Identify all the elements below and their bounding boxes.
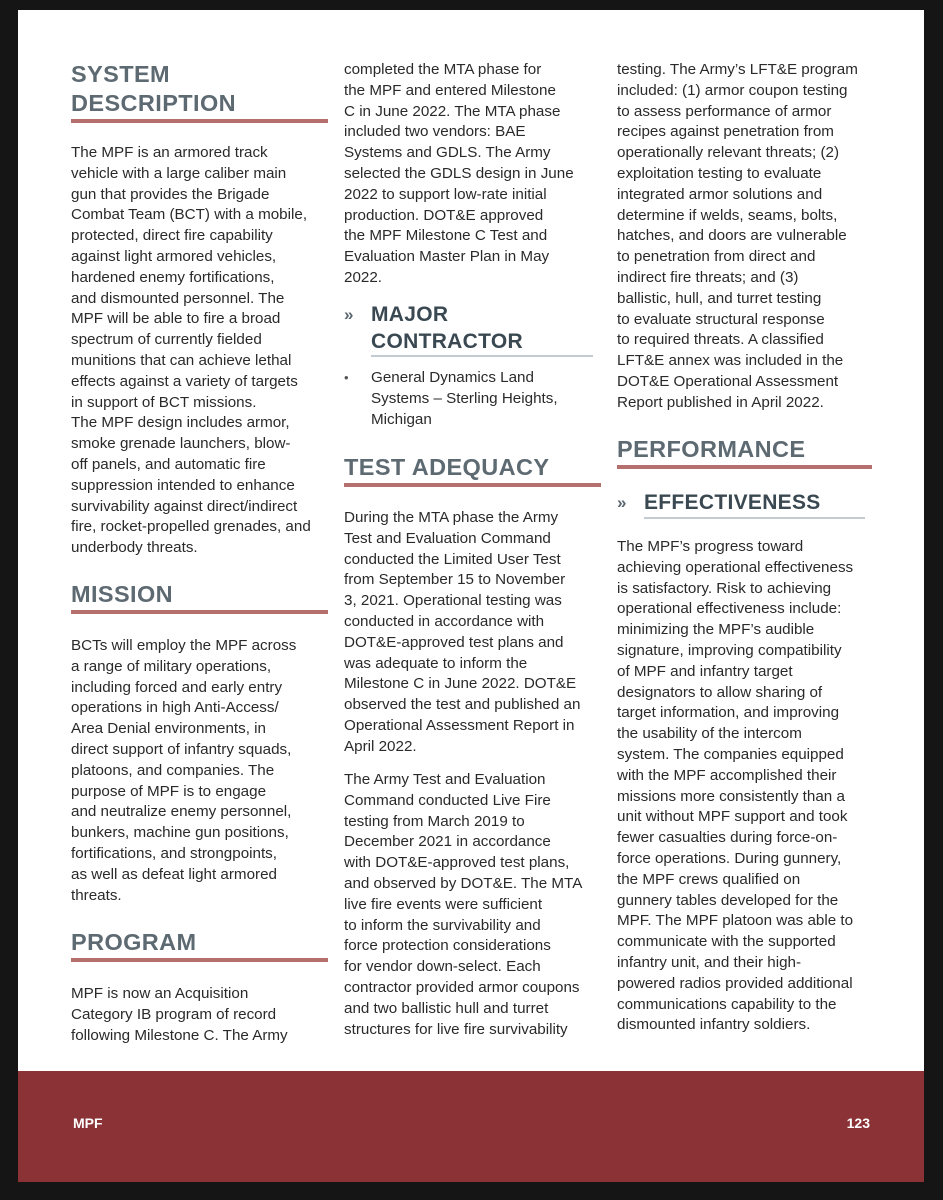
subheading-rule: [371, 355, 593, 357]
text-line: 2022.: [344, 268, 383, 286]
text-line: April 2022.: [344, 737, 417, 755]
text-line: munitions that can achieve lethal: [71, 351, 292, 369]
text-line: to assess performance of armor: [617, 102, 832, 120]
text-line: General Dynamics Land: [371, 369, 534, 386]
text-line: smoke grenade launchers, blow-: [71, 435, 291, 453]
contractor-name: [371, 368, 558, 430]
text-line: testing. The Army’s LFT&E program: [617, 61, 858, 78]
text-line: the MPF crews qualified on: [617, 870, 801, 888]
text-line: threats.: [71, 886, 122, 904]
text-line: and neutralize enemy personnel,: [71, 803, 292, 821]
text-line: Test and Evaluation Command: [344, 529, 551, 547]
text-line: is satisfactory. Risk to achieving: [617, 579, 832, 597]
text-line: operationally relevant threats; (2): [617, 144, 840, 162]
contractor-list-item: [344, 368, 602, 430]
text-line: Category IB program of record: [71, 1005, 277, 1023]
text-line: suppression intended to enhance: [71, 476, 295, 494]
text-line: Milestone C in June 2022. DOT&E: [344, 675, 577, 693]
text-line: including forced and early entry: [71, 678, 283, 696]
text-line: designators to allow sharing of: [617, 683, 823, 701]
text-line: and two ballistic hull and turret: [344, 999, 549, 1017]
text-line: protected, direct fire capability: [71, 227, 273, 245]
text-line: Area Denial environments, in: [71, 720, 267, 738]
text-line: to inform the survivability and: [344, 916, 541, 934]
text-line: selected the GDLS design in June: [344, 164, 574, 182]
text-line: system. The companies equipped: [617, 745, 844, 763]
text-line: fewer casualties during force-on-: [617, 829, 838, 847]
text-line: fortifications, and strongpoints,: [71, 844, 277, 862]
text-line: of MPF and infantry target: [617, 662, 793, 680]
test-adequacy-heading: TEST ADEQUACY: [344, 454, 550, 480]
text-line: DOT&E Operational Assessment: [617, 372, 839, 390]
text-line: as well as defeat light armored: [71, 865, 277, 883]
system-description-body: [71, 143, 329, 559]
text-line: 3, 2021. Operational testing was: [344, 592, 562, 610]
text-line: conducted the Limited User Test: [344, 550, 561, 568]
text-line: effects against a variety of targets: [71, 372, 298, 390]
text-line: minimizing the MPF’s audible: [617, 621, 815, 639]
text-line: Combat Team (BCT) with a mobile,: [71, 206, 308, 224]
text-line: Evaluation Master Plan in May: [344, 248, 550, 266]
heading-rule: [71, 119, 328, 123]
text-line: force operations. During gunnery,: [617, 849, 842, 867]
text-line: the usability of the intercom: [617, 725, 802, 743]
text-line: infantry unit, and their high-: [617, 953, 802, 971]
text-line: spectrum of currently fielded: [71, 331, 262, 349]
text-line: Report published in April 2022.: [617, 393, 824, 411]
heading-rule: [71, 610, 328, 614]
text-line: with the MPF accomplished their: [617, 766, 837, 784]
text-line: force protection considerations: [344, 937, 551, 955]
text-line: vehicle with a large caliber main: [71, 164, 287, 182]
text-line: unit without MPF support and took: [617, 808, 848, 826]
text-line: ballistic, hull, and turret testing: [617, 289, 822, 307]
text-line: recipes against penetration from: [617, 123, 834, 141]
text-line: dismounted infantry soldiers.: [617, 1016, 811, 1034]
text-line: exploitation testing to evaluate: [617, 164, 822, 182]
text-line: fire, rocket-propelled grenades, and: [71, 518, 311, 536]
text-line: and observed by DOT&E. The MTA: [344, 874, 583, 892]
text-line: observed the test and published an: [344, 696, 581, 714]
chevron-right-icon: »: [617, 493, 627, 512]
text-line: included two vendors: BAE: [344, 123, 526, 141]
text-line: production. DOT&E approved: [344, 206, 544, 224]
text-line: The Army Test and Evaluation: [344, 771, 546, 788]
text-line: to evaluate structural response: [617, 310, 825, 328]
text-line: missions more consistently than a: [617, 787, 845, 805]
test-adequacy-para1: [344, 508, 602, 758]
text-line: indirect fire threats; and (3): [617, 268, 799, 286]
text-line: The MPF design includes armor,: [71, 414, 290, 432]
text-line: operational effectiveness include:: [617, 600, 842, 618]
text-line: operations in high Anti-Access/: [71, 699, 279, 717]
text-line: DOT&E-approved test plans and: [344, 633, 564, 651]
test-adequacy-para2-part1: [344, 770, 602, 1040]
text-line: to penetration from direct and: [617, 248, 816, 266]
text-line: integrated armor solutions and: [617, 185, 823, 203]
performance-heading: PERFORMANCE: [617, 436, 806, 462]
text-line: following Milestone C. The Army: [71, 1026, 288, 1044]
heading-rule: [617, 465, 872, 469]
text-line: against light armored vehicles,: [71, 247, 277, 265]
text-line: LFT&E annex was included in the: [617, 352, 844, 370]
text-line: off panels, and automatic fire: [71, 455, 266, 473]
program-body-part2: [344, 60, 602, 289]
text-line: survivability against direct/indirect: [71, 497, 298, 515]
text-line: Operational Assessment Report in: [344, 716, 575, 734]
text-line: communications capability to the: [617, 995, 837, 1013]
bullet-icon: •: [344, 370, 349, 385]
chevron-right-icon: »: [344, 305, 354, 324]
text-line: Command conducted Live Fire: [344, 791, 551, 809]
text-line: target information, and improving: [617, 704, 840, 722]
text-line: purpose of MPF is to engage: [71, 782, 267, 800]
text-line: December 2021 in accordance: [344, 833, 551, 851]
text-line: C in June 2022. The MTA phase: [344, 102, 561, 120]
text-line: included: (1) armor coupon testing: [617, 81, 848, 99]
program-body-part1: [71, 984, 329, 1046]
text-line: Michigan: [371, 410, 432, 428]
test-adequacy-para2-part2: [617, 60, 877, 414]
text-line: gunnery tables developed for the: [617, 891, 839, 909]
text-line: hatches, and doors are vulnerable: [617, 227, 847, 245]
text-line: a range of military operations,: [71, 657, 272, 675]
text-line: communicate with the supported: [617, 933, 836, 951]
text-line: was adequate to inform the: [344, 654, 528, 672]
text-line: direct support of infantry squads,: [71, 740, 292, 758]
page-number: 123: [846, 1115, 870, 1131]
text-line: MPF will be able to fire a broad: [71, 310, 281, 328]
text-line: Systems and GDLS. The Army: [344, 144, 551, 162]
text-line: in support of BCT missions.: [71, 393, 257, 411]
heading-rule: [344, 483, 601, 487]
system-description-heading: SYSTEM DESCRIPTION: [71, 61, 236, 116]
document-page: [18, 10, 924, 1182]
text-line: platoons, and companies. The: [71, 761, 275, 779]
major-contractor-heading: » MAJOR CONTRACTOR: [344, 303, 523, 353]
effectiveness-body: [617, 537, 877, 1036]
text-line: and dismounted personnel. The: [71, 289, 285, 307]
text-line: completed the MTA phase for: [344, 61, 542, 78]
text-line: conducted in accordance with: [344, 612, 545, 630]
text-line: gun that provides the Brigade: [71, 185, 270, 203]
text-line: The MPF is an armored track: [71, 144, 268, 161]
text-line: determine if welds, seams, bolts,: [617, 206, 838, 224]
text-line: During the MTA phase the Army: [344, 509, 559, 526]
text-line: contractor provided armor coupons: [344, 978, 580, 996]
mission-heading: MISSION: [71, 581, 174, 607]
text-line: underbody threats.: [71, 539, 198, 557]
program-heading: PROGRAM: [71, 929, 197, 955]
heading-rule: [71, 958, 328, 962]
subheading-rule: [644, 517, 865, 519]
page-footer: [18, 1071, 924, 1182]
text-line: signature, improving compatibility: [617, 641, 842, 659]
text-line: achieving operational effectiveness: [617, 558, 854, 576]
text-line: Systems – Sterling Heights,: [371, 389, 558, 407]
text-line: with DOT&E-approved test plans,: [344, 854, 570, 872]
effectiveness-heading: » EFFECTIVENESS: [617, 491, 821, 514]
text-line: to required threats. A classified: [617, 331, 824, 349]
text-line: bunkers, machine gun positions,: [71, 824, 289, 842]
text-line: The MPF’s progress toward: [617, 538, 804, 555]
text-line: the MPF and entered Milestone: [344, 81, 556, 99]
text-line: for vendor down-select. Each: [344, 958, 541, 976]
footer-program-name: MPF: [73, 1115, 103, 1131]
mission-body: [71, 636, 329, 906]
text-line: BCTs will employ the MPF across: [71, 637, 297, 654]
text-line: MPF. The MPF platoon was able to: [617, 912, 854, 930]
text-line: hardened enemy fortifications,: [71, 268, 275, 286]
text-line: MPF is now an Acquisition: [71, 985, 249, 1002]
text-line: 2022 to support low-rate initial: [344, 185, 547, 203]
text-line: structures for live fire survivability: [344, 1020, 568, 1038]
text-line: live fire events were sufficient: [344, 895, 543, 913]
text-line: the MPF Milestone C Test and: [344, 227, 548, 245]
text-line: testing from March 2019 to: [344, 812, 525, 830]
text-line: from September 15 to November: [344, 571, 566, 589]
text-line: powered radios provided additional: [617, 974, 853, 992]
